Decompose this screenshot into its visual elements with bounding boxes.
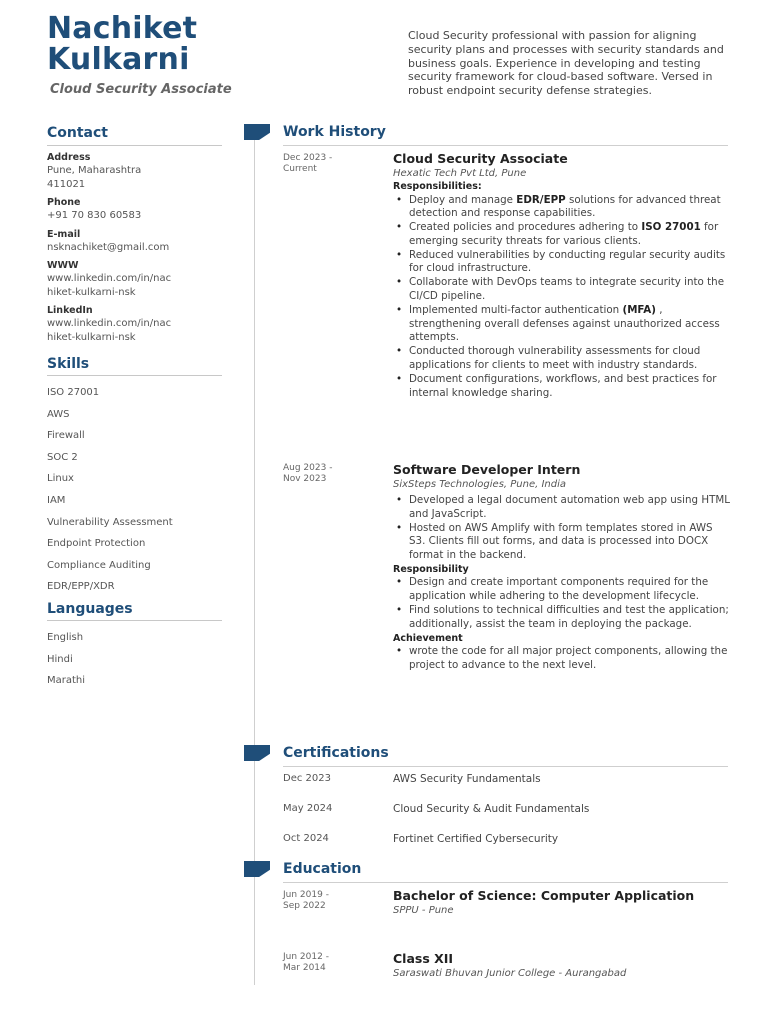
contact-value: hiket-kulkarni-nsk [47, 286, 136, 298]
languages-heading: Languages [47, 601, 222, 621]
edu-2-date [283, 952, 363, 973]
cert-2-name: Cloud Security & Audit Fundamentals [393, 803, 590, 815]
job-bullet [393, 604, 731, 632]
contact-label: E-mail [47, 228, 81, 240]
job-bullet [393, 249, 731, 277]
cert-3-name: Fortinet Certified Cybersecurity [393, 833, 559, 845]
job-bullet [393, 494, 731, 522]
skill-item: Compliance Auditing [47, 559, 151, 571]
bullet-text: Created policies and procedures adhering to [409, 221, 642, 234]
job-subheading: Achievement [393, 632, 463, 644]
work-history-rule [283, 145, 728, 146]
education-rule [283, 882, 728, 883]
job-2-date [283, 463, 363, 484]
edu-2-date-start: Jun 2012 - [283, 952, 329, 962]
timeline-line [254, 137, 255, 985]
bullet-text: Developed a legal document automation web app using HTML and JavaScript. [409, 494, 730, 520]
certifications-flag-icon [244, 745, 270, 761]
bullet-text: Reduced vulnerabilities by conducting regular security audits for cloud infrastructure. [409, 248, 726, 275]
contact-value: Pune, Maharashtra [47, 165, 142, 176]
work-history-heading: Work History [283, 124, 386, 140]
edu-1-date [283, 890, 363, 911]
professional-summary: Cloud Security professional with passion for aligning security plans and processes with security standards and business goals. Experience in developing and testing security framework for cloud-based software. Versed in robust endpoint security defense strategies. [408, 29, 724, 98]
job-1-date [283, 153, 363, 174]
job-bullet [393, 373, 731, 401]
candidate-name [47, 13, 197, 75]
job-2-date-start: Aug 2023 - [283, 463, 333, 473]
skill-item: Linux [47, 473, 74, 485]
language-item: Hindi [47, 653, 73, 665]
contact-label: LinkedIn [47, 305, 93, 316]
job-title: Software Developer Intern [393, 462, 581, 477]
bullet-keyword: (MFA) [622, 303, 656, 316]
contact-label: Phone [47, 197, 81, 208]
bullet-text: for emerging security threats for various clients. [409, 221, 719, 247]
edu-2-entry [393, 951, 731, 980]
skills-list [47, 382, 222, 598]
job-1-date-start: Dec 2023 - [283, 153, 333, 163]
language-item: Marathi [47, 675, 86, 687]
job-1-entry [393, 151, 731, 400]
skill-item: Endpoint Protection [47, 538, 146, 550]
job-bullet-list [393, 645, 731, 673]
job-2-date-end: Nov 2023 [283, 473, 327, 484]
job-bullet [393, 276, 731, 304]
job-subheading: Responsibilities: [393, 181, 482, 192]
job-bullet [393, 576, 731, 604]
bullet-text: Conducted thorough vulnerability assessments for cloud applications for clients to meet with industry standards. [409, 345, 701, 372]
job-bullet-list [393, 194, 731, 401]
languages-list [47, 627, 222, 692]
name-line-2: Kulkarni [47, 42, 190, 77]
cert-2-date: May 2024 [283, 803, 333, 814]
skill-item: EDR/EPP/XDR [47, 581, 115, 593]
certifications-heading: Certifications [283, 745, 389, 761]
job-company: SixSteps Technologies, Pune, India [393, 479, 567, 490]
job-bullet [393, 221, 731, 249]
contact-value: 411021 [47, 178, 86, 190]
job-2-entry [393, 462, 731, 673]
edu-2-school: Saraswati Bhuvan Junior College - Aurangabad [393, 968, 627, 979]
job-title: Cloud Security Associate [393, 151, 568, 166]
education-heading: Education [283, 861, 362, 877]
bullet-text: , strengthening overall defenses against unauthorized access attempts. [409, 303, 720, 344]
skill-item: Vulnerability Assessment [47, 516, 173, 528]
skill-item: SOC 2 [47, 451, 78, 463]
education-flag-icon [244, 861, 270, 877]
edu-1-school: SPPU - Pune [393, 905, 454, 916]
bullet-keyword: EDR/EPP [516, 193, 566, 206]
job-1-date-end: Current [283, 163, 317, 174]
contact-label: Address [47, 152, 91, 163]
contact-heading: Contact [47, 125, 222, 146]
left-column [47, 125, 222, 692]
bullet-text: solutions for advanced threat detection and response capabilities. [409, 193, 721, 220]
job-title: Cloud Security Associate [50, 82, 232, 97]
bullet-keyword: ISO 27001 [641, 221, 701, 234]
edu-1-degree: Bachelor of Science: Computer Application [393, 888, 695, 903]
bullet-text: Hosted on AWS Amplify with form templates stored in AWS S3. Clients fill out forms, and data is processed into DOCX format in the backend. [409, 521, 713, 562]
bullet-text: Find solutions to technical difficulties and test the application; additionally, assist the team in deploying the package. [409, 604, 729, 630]
job-subheading: Responsibility [393, 563, 469, 575]
job-bullet-list [393, 494, 731, 563]
certifications-rule [283, 766, 728, 767]
name-line-1: Nachiket [47, 11, 198, 46]
skill-item: AWS [47, 408, 70, 420]
bullet-text: wrote the code for all major project components, allowing the project to advance to the next level. [409, 645, 728, 671]
contact-value: nsknachiket@gmail.com [47, 241, 170, 253]
skills-heading: Skills [47, 356, 222, 376]
job-bullet [393, 645, 731, 673]
job-bullet-list [393, 576, 731, 631]
cert-1-date: Dec 2023 [283, 773, 331, 784]
bullet-text: Document configurations, workflows, and best practices for internal knowledge sharing. [409, 372, 717, 399]
skill-item: ISO 27001 [47, 387, 100, 398]
cert-1-name: AWS Security Fundamentals [393, 773, 541, 785]
language-item: English [47, 631, 84, 643]
job-bullet [393, 194, 731, 222]
edu-1-date-end: Sep 2022 [283, 900, 326, 911]
job-bullet [393, 304, 731, 345]
contact-list [47, 152, 222, 344]
bullet-text: Collaborate with DevOps teams to integrate security into the CI/CD pipeline. [409, 276, 725, 303]
edu-2-degree: Class XII [393, 951, 454, 966]
edu-1-entry [393, 888, 723, 917]
skill-item: IAM [47, 494, 66, 506]
job-company: Hexatic Tech Pvt Ltd, Pune [393, 168, 527, 179]
job-bullet [393, 522, 731, 563]
work-history-flag-icon [244, 124, 270, 140]
contact-value: www.linkedin.com/in/nac [47, 318, 172, 329]
bullet-text: Deploy and manage [409, 193, 517, 206]
job-bullet [393, 345, 731, 373]
bullet-text: Design and create important components required for the application while adhering to the development lifecycle. [409, 576, 709, 603]
skill-item: Firewall [47, 430, 85, 442]
contact-value: +91 70 830 60583 [47, 210, 142, 221]
contact-value: hiket-kulkarni-nsk [47, 331, 136, 343]
contact-label: WWW [47, 260, 79, 271]
edu-1-date-start: Jun 2019 - [283, 890, 329, 900]
contact-value: www.linkedin.com/in/nac [47, 273, 172, 284]
bullet-text: Implemented multi-factor authentication [409, 303, 623, 316]
edu-2-date-end: Mar 2014 [283, 962, 326, 973]
cert-3-date: Oct 2024 [283, 833, 329, 844]
